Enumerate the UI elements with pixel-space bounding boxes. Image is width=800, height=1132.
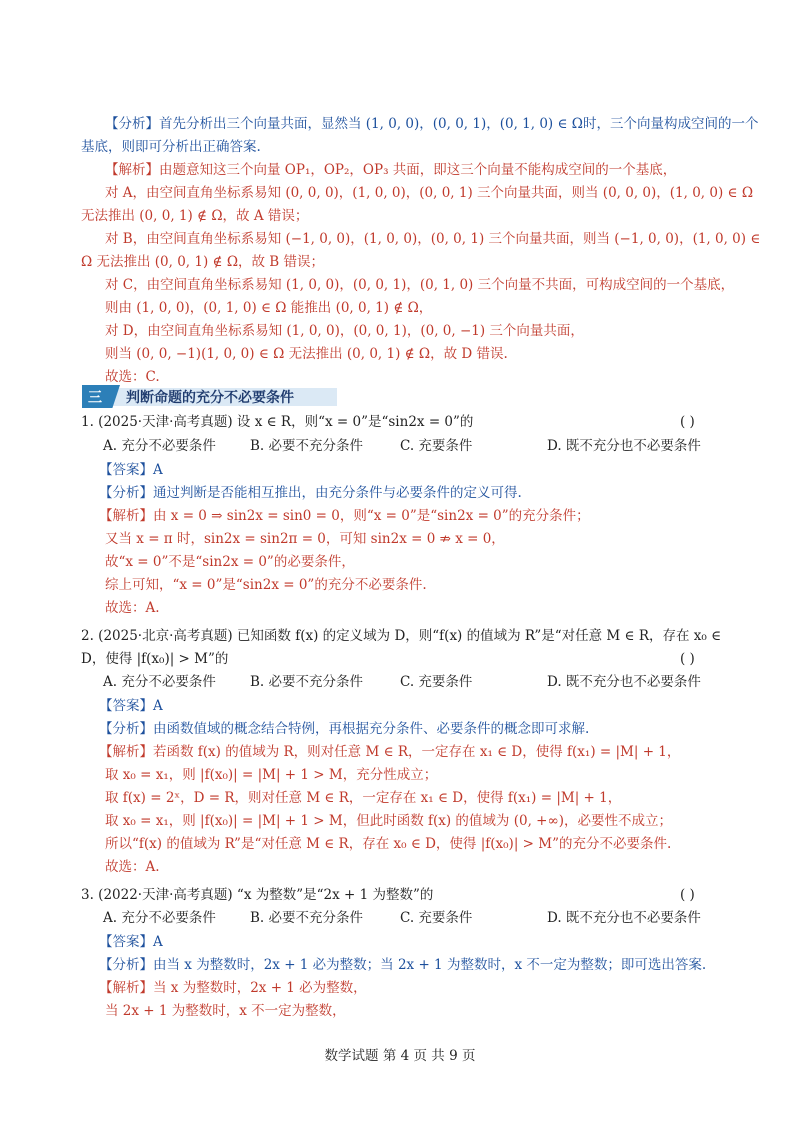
q2-solution-5: 所以“f(x) 的值域为 R”是“对任意 M ∈ R，存在 x₀ ∈ D，使得 |f(x₀)| > M”的充分不必要条件. xyxy=(105,836,672,852)
q1-analysis: 【分析】通过判断是否能相互推出，由充分条件与必要条件的定义可得. xyxy=(99,485,522,501)
intro-solution-line-3: 无法推出 (0, 0, 1) ∉ Ω，故 A 错误； xyxy=(81,208,309,224)
intro-solution-line-5: Ω 无法推出 (0, 0, 1) ∉ Ω，故 B 错误； xyxy=(81,254,325,270)
q3-stem: 3. (2022·天津·高考真题) “x 为整数”是“2x + 1 为整数”的 xyxy=(81,887,434,903)
q2-answer: 【答案】A xyxy=(99,698,163,714)
q2-option-c: C. 充要条件 xyxy=(400,674,473,690)
q1-choice: 故选：A. xyxy=(105,600,160,616)
q1-option-d: D. 既不充分也不必要条件 xyxy=(547,438,701,454)
section-number: 三 xyxy=(88,390,102,406)
q2-option-b: B. 必要不充分条件 xyxy=(250,674,364,690)
q2-answer-blank: ( ) xyxy=(680,651,695,667)
q2-analysis: 【分析】由函数值域的概念结合特例，再根据充分条件、必要条件的概念即可求解. xyxy=(99,721,590,737)
intro-analysis-line-1: 【分析】首先分析出三个向量共面，显然当 (1, 0, 0)，(0, 0, 1)，(0, 1, 0) ∈ Ω时，三个向量构成空间的一个 xyxy=(105,116,759,132)
intro-solution-line-7: 则由 (1, 0, 0)，(0, 1, 0) ∈ Ω 能推出 (0, 0, 1) ∉ Ω， xyxy=(105,300,433,316)
intro-solution-line-8: 对 D，由空间直角坐标系易知 (1, 0, 0)，(0, 0, 1)，(0, 0, −1) 三个向量共面， xyxy=(105,323,584,339)
q2-option-d: D. 既不充分也不必要条件 xyxy=(547,674,701,690)
intro-solution-line-2: 对 A，由空间直角坐标系易知 (0, 0, 0)，(1, 0, 0)，(0, 0, 1) 三个向量共面，则当 (0, 0, 0)，(1, 0, 0) ∈ Ω xyxy=(105,185,754,201)
intro-solution-line-4: 对 B，由空间直角坐标系易知 (−1, 0, 0)，(1, 0, 0)，(0, 0, 1) 三个向量共面，则当 (−1, 0, 0)，(1, 0, 0) ∈ xyxy=(105,231,761,247)
q1-stem: 1. (2025·天津·高考真题) 设 x ∈ R，则“x = 0”是“sin2x = 0”的 xyxy=(81,414,474,430)
q1-answer: 【答案】A xyxy=(99,462,163,478)
intro-solution-line-1: 【解析】由题意知这三个向量 OP₁，OP₂，OP₃ 共面，即这三个向量不能构成空间的一个基底， xyxy=(105,162,677,178)
q1-solution-2: 又当 x = π 时，sin2x = sin2π = 0，可知 sin2x = 0 ⇏ x = 0， xyxy=(105,531,505,547)
q1-option-b: B. 必要不充分条件 xyxy=(250,438,364,454)
section-header xyxy=(82,385,337,408)
q1-solution-1: 【解析】由 x = 0 ⇒ sin2x = sin0 = 0，则“x = 0”是“sin2x = 0”的充分条件； xyxy=(99,508,590,524)
page-footer: 数学试题 第 4 页 共 9 页 xyxy=(324,1048,476,1064)
q1-answer-blank: ( ) xyxy=(680,414,695,430)
q3-solution-2: 当 2x + 1 为整数时，x 不一定为整数， xyxy=(105,1003,346,1019)
q2-stem-1: 2. (2025·北京·高考真题) 已知函数 f(x) 的定义域为 D，则“f(x) 的值域为 R”是“对任意 M ∈ R，存在 x₀ ∈ xyxy=(81,628,722,644)
q2-stem-2: D，使得 |f(x₀)| > M”的 xyxy=(81,651,229,667)
intro-solution-line-9: 则当 (0, 0, −1)(1, 0, 0) ∈ Ω 无法推出 (0, 0, 1) ∉ Ω，故 D 错误. xyxy=(105,346,508,362)
q3-option-c: C. 充要条件 xyxy=(400,910,473,926)
q2-solution-3: 取 f(x) = 2ˣ，D = R，则对任意 M ∈ R，一定存在 x₁ ∈ D，使得 f(x₁) = |M| + 1， xyxy=(105,790,622,806)
q1-option-c: C. 充要条件 xyxy=(400,438,473,454)
q3-answer: 【答案】A xyxy=(99,934,163,950)
q3-answer-blank: ( ) xyxy=(680,887,695,903)
intro-analysis-line-2: 基底，则即可分析出正确答案. xyxy=(81,139,261,155)
q2-option-a: A. 充分不必要条件 xyxy=(103,674,216,690)
intro-choice: 故选：C. xyxy=(105,369,160,385)
q2-choice: 故选：A. xyxy=(105,859,160,875)
q1-solution-4: 综上可知，“x = 0”是“sin2x = 0”的充分不必要条件. xyxy=(105,577,427,593)
intro-solution-line-6: 对 C，由空间直角坐标系易知 (1, 0, 0)，(0, 0, 1)，(0, 1, 0) 三个向量不共面，可构成空间的一个基底， xyxy=(105,277,735,293)
q3-option-a: A. 充分不必要条件 xyxy=(103,910,216,926)
q2-solution-1: 【解析】若函数 f(x) 的值域为 R，则对任意 M ∈ R，一定存在 x₁ ∈ D，使得 f(x₁) = |M| + 1， xyxy=(99,744,681,760)
q3-solution-1: 【解析】当 x 为整数时，2x + 1 必为整数， xyxy=(99,980,367,996)
q3-analysis: 【分析】由当 x 为整数时，2x + 1 必为整数；当 2x + 1 为整数时，x 不一定为整数；即可选出答案. xyxy=(99,957,707,973)
q1-option-a: A. 充分不必要条件 xyxy=(103,438,216,454)
section-title: 判断命题的充分不必要条件 xyxy=(126,390,294,406)
q1-solution-3: 故“x = 0”不是“sin2x = 0”的必要条件， xyxy=(105,554,355,570)
q3-option-b: B. 必要不充分条件 xyxy=(250,910,364,926)
q3-option-d: D. 既不充分也不必要条件 xyxy=(547,910,701,926)
q2-solution-4: 取 x₀ = x₁，则 |f(x₀)| = |M| + 1 > M，但此时函数 f(x) 的值域为 (0, +∞)，必要性不成立； xyxy=(105,813,672,829)
q2-solution-2: 取 x₀ = x₁，则 |f(x₀)| = |M| + 1 > M，充分性成立； xyxy=(105,767,438,783)
